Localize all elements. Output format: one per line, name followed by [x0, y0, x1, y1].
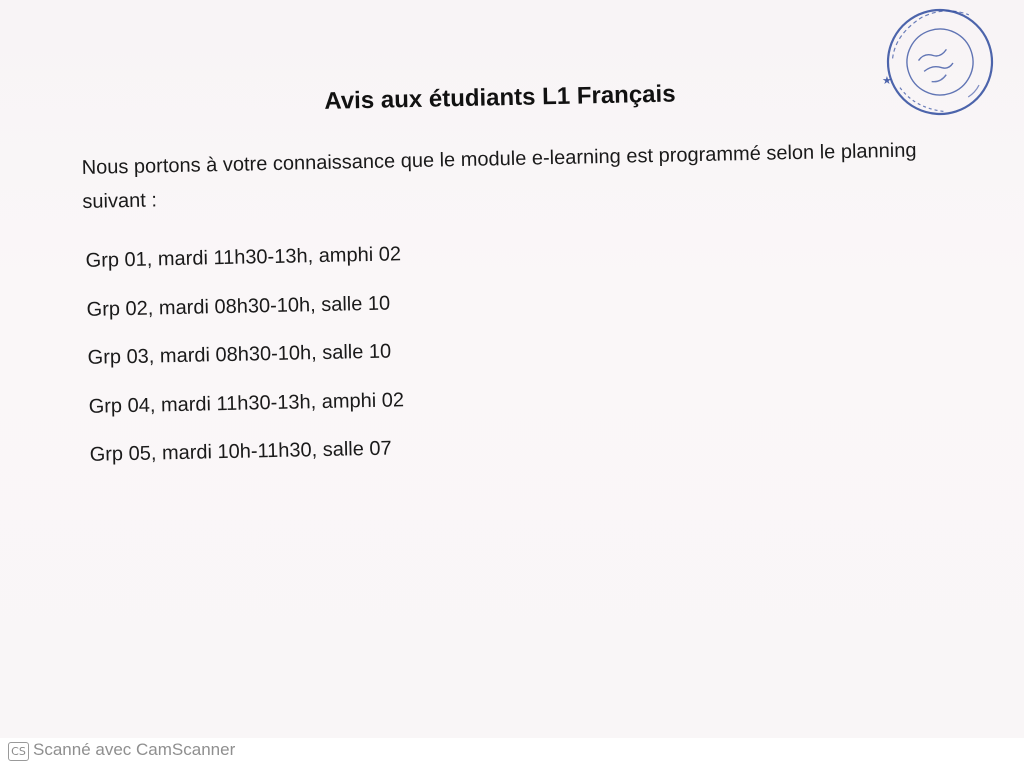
- camscanner-footer: [0, 738, 1024, 767]
- schedule-item-grp-01: Grp 01, mardi 11h30-13h, amphi 02: [85, 243, 402, 272]
- camscanner-logo-icon: CS: [8, 742, 29, 761]
- official-stamp-icon: [868, 4, 1008, 124]
- schedule-item-grp-03: Grp 03, mardi 08h30-10h, salle 10: [87, 340, 392, 369]
- intro-paragraph: Nous portons à votre connaissance que le module e-learning est programmé selon le planning suivant :: [81, 139, 917, 213]
- schedule-item-grp-05: Grp 05, mardi 10h-11h30, salle 07: [89, 437, 392, 466]
- page-title: Avis aux étudiants L1 Français: [324, 80, 676, 115]
- schedule-item-grp-04: Grp 04, mardi 11h30-13h, amphi 02: [88, 388, 405, 418]
- svg-text:★: ★: [882, 74, 892, 87]
- schedule-item-grp-02: Grp 02, mardi 08h30-10h, salle 10: [86, 292, 391, 321]
- camscanner-label: Scanné avec CamScanner: [33, 740, 236, 759]
- schedule-list: [85, 230, 405, 479]
